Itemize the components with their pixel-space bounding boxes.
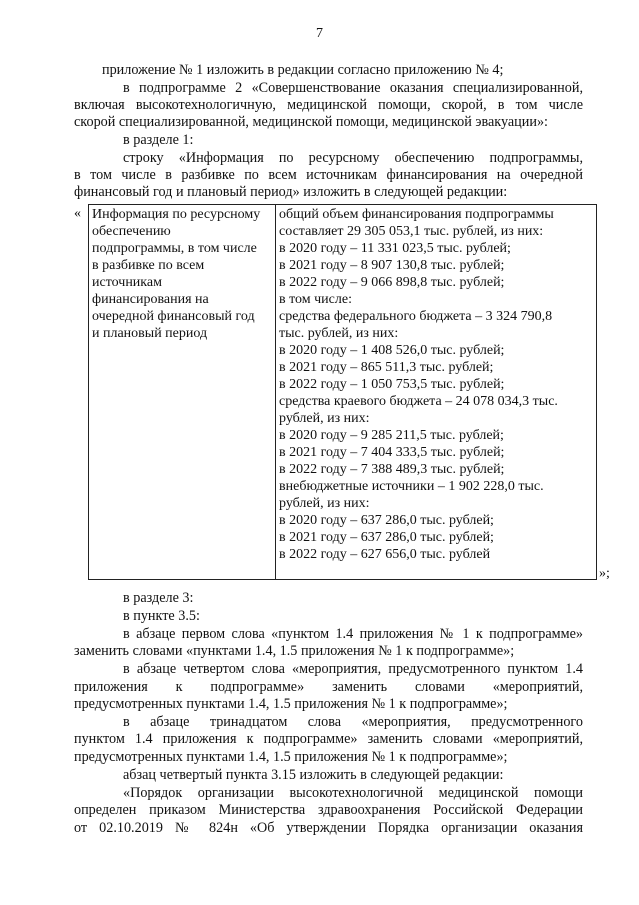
text-line: финансовый год и плановый период» изложить в следующей редакции: [74, 184, 508, 200]
left-cell-line: в разбивке по всем [92, 258, 205, 273]
right-cell-line: в 2021 году – 8 907 130,8 тыс. рублей; [279, 258, 505, 273]
open-quote: « [74, 206, 81, 221]
text-line: в том числе в разбивке по всем источникам финансирования на очередной [74, 167, 583, 183]
right-cell-line: составляет 29 305 053,1 тыс. рублей, из них: [279, 224, 544, 239]
right-cell-line: средства федерального бюджета – 3 324 790,8 [279, 309, 553, 324]
table-right-cell [279, 206, 597, 563]
left-cell-line: очередной финансовый год [92, 309, 255, 324]
right-cell-line: тыс. рублей, из них: [279, 326, 399, 341]
text-line: «Порядок организации высокотехнологичной медицинской помощи [123, 785, 583, 801]
resource-table [88, 204, 597, 580]
text-line: в абзаце первом слова «пунктом 1.4 приложения № 1 к подпрограмме» [123, 626, 583, 642]
text-line: в абзаце четвертом слова «мероприятия, предусмотренного пунктом 1.4 [123, 661, 583, 677]
text-line: абзац четвертый пункта 3.15 изложить в следующей редакции: [123, 767, 504, 783]
text-line: в разделе 1: [123, 132, 194, 148]
left-cell-line: Информация по ресурсному [92, 207, 261, 222]
right-cell-line: в 2021 году – 7 404 333,5 тыс. рублей; [279, 445, 505, 460]
right-cell-line: в том числе: [279, 292, 352, 307]
text-line: включая высокотехнологичную, медицинской помощи, скорой, в том числе [74, 97, 583, 113]
left-cell-line: обеспечению [92, 224, 171, 239]
left-cell-line: и плановый период [92, 326, 208, 341]
right-cell-line: средства краевого бюджета – 24 078 034,3 тыс. [279, 394, 558, 409]
right-cell-line: рублей, из них: [279, 496, 370, 511]
text-line: приложение № 1 изложить в редакции согласно приложению № 4; [102, 62, 504, 78]
right-cell-line: в 2021 году – 637 286,0 тыс. рублей; [279, 530, 494, 545]
right-cell-line: в 2020 году – 637 286,0 тыс. рублей; [279, 513, 494, 528]
right-cell-line: в 2020 году – 9 285 211,5 тыс. рублей; [279, 428, 504, 443]
right-cell-line: рублей, из них: [279, 411, 370, 426]
text-line: от 02.10.2019 № 824н «Об утверждении Порядка организации оказания [74, 820, 583, 836]
text-line: в разделе 3: [123, 590, 194, 606]
text-line: пунктом 1.4 приложения к подпрограмме» заменить словами «мероприятий, [74, 731, 583, 747]
close-quote: »; [599, 566, 610, 581]
text-line: в пункте 3.5: [123, 608, 200, 624]
text-line: предусмотренных пунктами 1.4, 1.5 приложения № 1 к подпрограмме»; [74, 696, 508, 712]
text-line: в подпрограмме 2 «Совершенствование оказания специализированной, [123, 80, 583, 96]
right-cell-line: в 2022 году – 1 050 753,5 тыс. рублей; [279, 377, 505, 392]
right-cell-line: в 2022 году – 7 388 489,3 тыс. рублей; [279, 462, 505, 477]
left-cell-line: источникам [92, 275, 162, 290]
right-cell-line: в 2022 году – 627 656,0 тыс. рублей [279, 547, 491, 562]
text-line: скорой специализированной, медицинской помощи, медицинской эвакуации»: [74, 114, 548, 130]
right-cell-line: общий объем финансирования подпрограммы [279, 207, 554, 222]
text-line: предусмотренных пунктами 1.4, 1.5 приложения № 1 к подпрограмме»; [74, 749, 508, 765]
left-cell-line: финансирования на [92, 292, 209, 307]
table-left-cell [92, 206, 274, 342]
right-cell-line: в 2021 году – 865 511,3 тыс. рублей; [279, 360, 494, 375]
text-line: в абзаце тринадцатом слова «мероприятия, предусмотренного [123, 714, 583, 730]
table-divider [275, 205, 276, 579]
text-line: заменить словами «пунктами 1.4, 1.5 приложения № 1 к подпрограмме»; [74, 643, 515, 659]
right-cell-line: в 2020 году – 1 408 526,0 тыс. рублей; [279, 343, 505, 358]
page-number: 7 [316, 26, 323, 41]
text-line: строку «Информация по ресурсному обеспечению подпрограммы, [123, 150, 583, 166]
text-line: определен приказом Министерства здравоохранения Российской Федерации [74, 802, 583, 818]
left-cell-line: подпрограммы, в том числе [92, 241, 257, 256]
right-cell-line: внебюджетные источники – 1 902 228,0 тыс. [279, 479, 544, 494]
right-cell-line: в 2020 году – 11 331 023,5 тыс. рублей; [279, 241, 511, 256]
text-line: приложения к подпрограмме» заменить словами «мероприятий, [74, 679, 583, 695]
right-cell-line: в 2022 году – 9 066 898,8 тыс. рублей; [279, 275, 505, 290]
